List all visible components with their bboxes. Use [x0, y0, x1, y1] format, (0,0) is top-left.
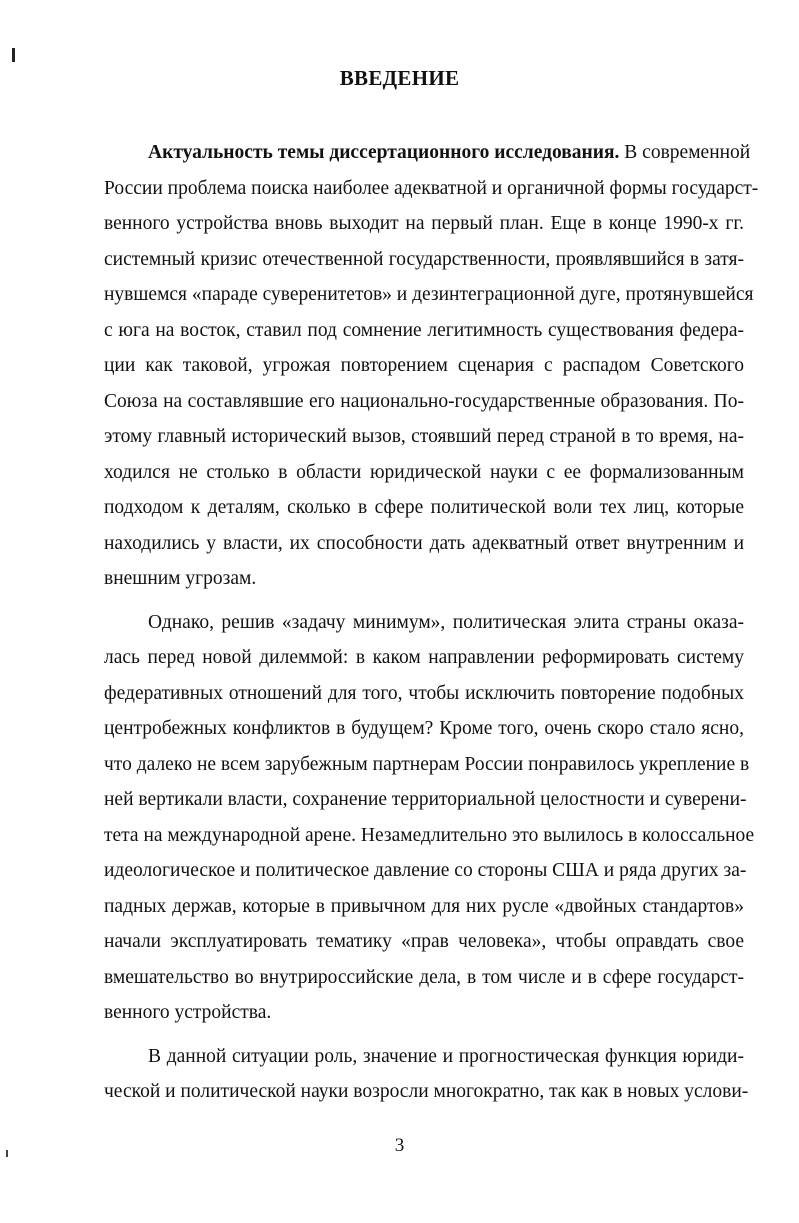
paragraph-1-line: подходом к деталям, сколько в сфере политической воли тех лиц, которые: [104, 497, 744, 518]
paragraph-1-line: этому главный исторический вызов, стоявший перед страной в то время, на-: [104, 426, 744, 447]
paragraph-1-line: венного устройства вновь выходит на первый план. Еще в конце 1990-х гг.: [104, 213, 744, 234]
body-text: [104, 135, 759, 1110]
paragraph-2-line: идеологическое и политическое давление со стороны США и ряда других за-: [104, 860, 747, 881]
scan-artifact-mark: [12, 48, 15, 62]
paragraph-1-lead-bold: Актуальность темы диссертационного исследования.: [148, 142, 620, 163]
paragraph-2-line: начали эксплуатировать тематику «прав человека», чтобы оправдать свое: [104, 931, 744, 952]
paragraph-3-line: В данной ситуации роль, значение и прогностическая функция юриди-: [148, 1045, 744, 1067]
paragraph-1-line: внешним угрозам.: [104, 568, 257, 589]
paragraph-1-line-1: Актуальность темы диссертационного исследования. В современной: [148, 142, 751, 163]
paragraph-2-line: что далеко не всем зарубежным партнерам России понравилось укрепление в: [104, 753, 750, 775]
paragraph-2-line: вмешательство во внутрироссийские дела, в том числе и в сфере государст-: [104, 966, 744, 988]
paragraph-3-line: ческой и политической науки возросли многократно, так как в новых услови-: [104, 1081, 749, 1102]
paragraph-1-line: нувшемся «параде суверенитетов» и дезинтеграционной дуге, протянувшейся: [104, 284, 754, 305]
paragraph-1-line: с юга на восток, ставил под сомнение легитимность существования федера-: [104, 319, 744, 341]
paragraph-1-line: России проблема поиска наиболее адекватной и органичной формы государст-: [104, 177, 759, 199]
paragraph-1-line: ходился не столько в области юридической науки с ее формализованным: [104, 461, 744, 483]
section-title: ВВЕДЕНИЕ: [339, 66, 460, 90]
paragraph-2-line: Однако, решив «задачу минимум», политическая элита страны оказа-: [148, 611, 744, 633]
paragraph-2-line: падных держав, которые в привычном для них русле «двойных стандартов»: [104, 895, 744, 917]
paragraph-2-line: ней вертикали власти, сохранение территориальной целостности и суверени-: [104, 789, 747, 810]
paragraph-1-line: находились у власти, их способности дать адекватный ответ внутренним и: [104, 532, 744, 554]
page-number: 3: [394, 1135, 405, 1156]
paragraph-1-line: Союза на составлявшие его национально-государственные образования. По-: [104, 390, 744, 412]
paragraph-1-line: системный кризис отечественной государственности, проявлявшийся в затя-: [104, 248, 744, 270]
paragraph-2-line: лась перед новой дилеммой: в каком направлении реформировать систему: [104, 647, 744, 668]
paragraph-2-line: венного устройства.: [104, 1002, 272, 1023]
paragraph-2-line: федеративных отношений для того, чтобы исключить повторение подобных: [104, 682, 744, 704]
paragraph-2-line: тета на международной арене. Незамедлительно это вылилось в колоссальное: [104, 824, 755, 846]
paragraph-1-line: ции как таковой, угрожая повторением сценария с распадом Советского: [104, 355, 744, 376]
paragraph-2-line: центробежных конфликтов в будущем? Кроме того, очень скоро стало ясно,: [104, 718, 744, 739]
